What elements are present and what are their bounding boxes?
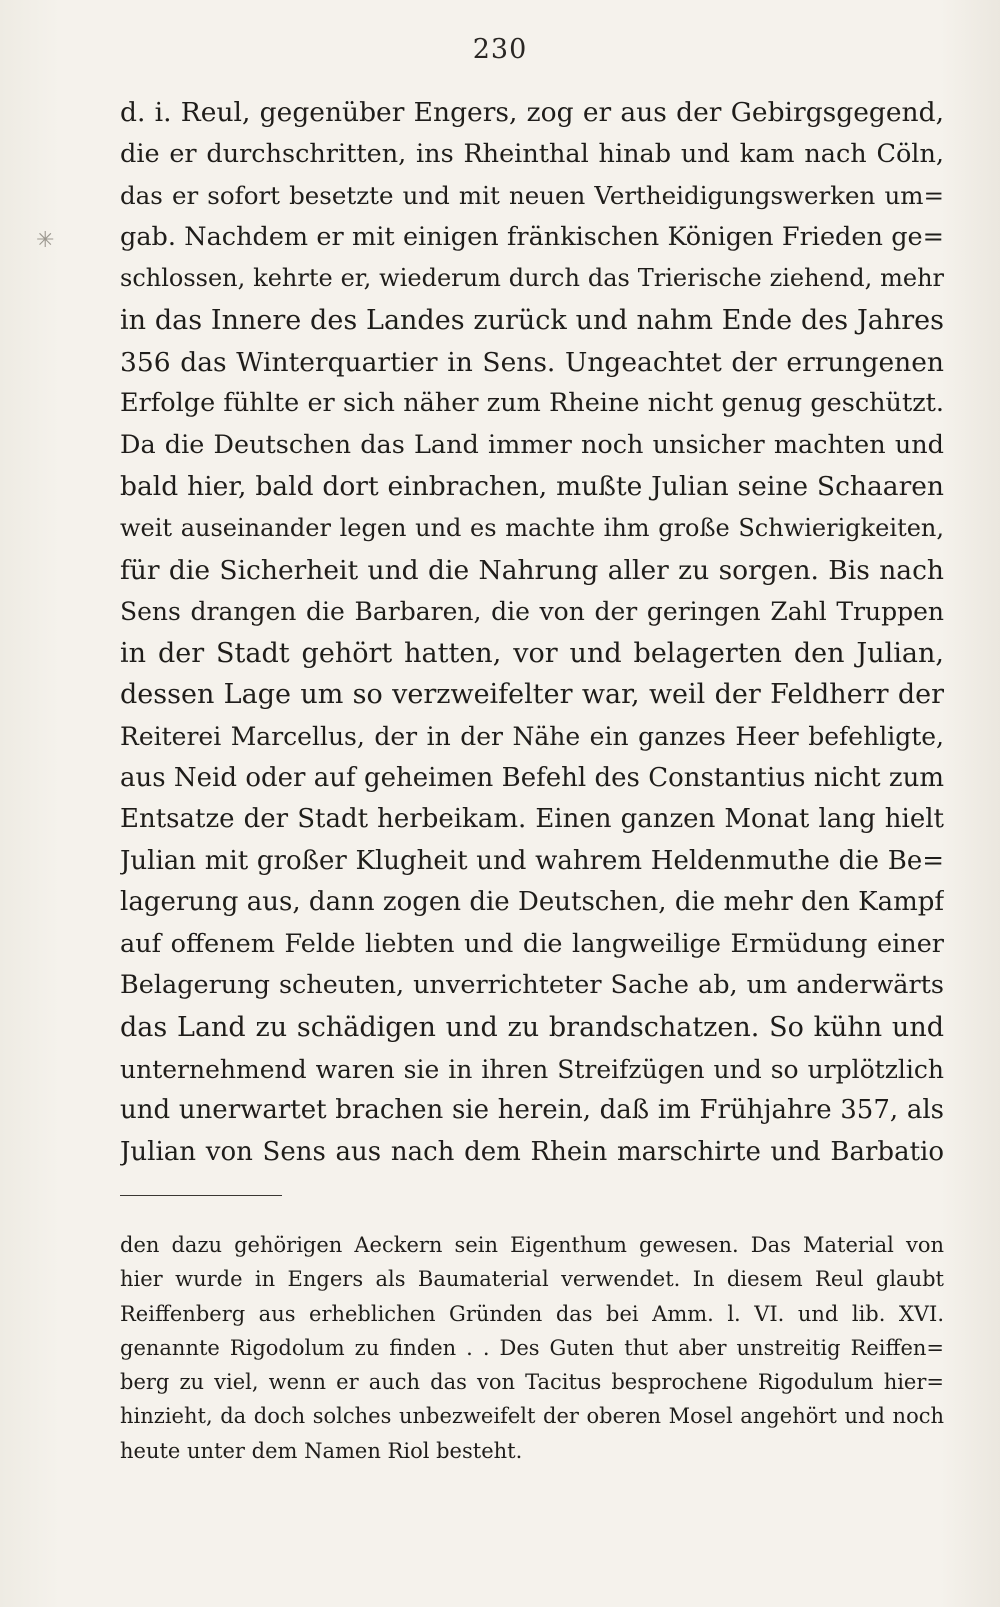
- text-line: dessen Lage um so verzweifelter war, weil der Feldherr der: [120, 679, 944, 711]
- footnote-line: Reiffenberg aus erheblichen Gründen das bei Amm. l. VI. und lib. XVI.: [120, 1301, 944, 1326]
- text-line: für die Sicherheit und die Nahrung aller zu sorgen. Bis nach: [120, 554, 944, 586]
- text-line: in der Stadt gehört hatten, vor und belagerten den Julian,: [120, 637, 944, 669]
- footnote-line: den dazu gehörigen Aeckern sein Eigenthum gewesen. Das Material von: [120, 1233, 944, 1257]
- main-text: [120, 92, 944, 1173]
- text-line: Entsatze der Stadt herbeikam. Einen ganzen Monat lang hielt: [120, 804, 944, 835]
- text-line: Julian von Sens aus nach dem Rhein marschirte und Barbatio: [120, 1136, 944, 1167]
- footnote-line: hinzieht, da doch solches unbezweifelt der oberen Mosel angehört und noch: [120, 1404, 944, 1429]
- footnote-text: [120, 1228, 944, 1468]
- text-line: gab. Nachdem er mit einigen fränkischen Königen Frieden ge=: [120, 221, 944, 252]
- text-line: weit auseinander legen und es machte ihm große Schwierigkeiten,: [120, 513, 944, 542]
- paper-speck-mark: ✳: [36, 228, 55, 253]
- text-line: Sens drangen die Barbaren, die von der geringen Zahl Truppen: [120, 597, 944, 627]
- text-line: und unerwartet brachen sie herein, daß im Frühjahre 357, als: [120, 1095, 944, 1126]
- text-line: aus Neid oder auf geheimen Befehl des Constantius nicht zum: [120, 762, 944, 793]
- footnote-line: genannte Rigodolum zu finden . . Des Guten thut aber unstreitig Reiffen=: [120, 1335, 944, 1360]
- page-number: 230: [472, 34, 528, 65]
- text-line: das Land zu schädigen und zu brandschatzen. So kühn und: [120, 1012, 944, 1044]
- footnote-line: hier wurde in Engers als Baumaterial verwendet. In diesem Reul glaubt: [120, 1267, 944, 1292]
- footnote-line: berg zu viel, wenn er auch das von Tacitus besprochene Rigodulum hier=: [120, 1370, 944, 1395]
- text-line: Da die Deutschen das Land immer noch unsicher machten und: [120, 429, 944, 460]
- text-line: Reiterei Marcellus, der in der Nähe ein ganzes Heer befehligte,: [120, 721, 944, 751]
- text-line: d. i. Reul, gegenüber Engers, zog er aus der Gebirgsgegend,: [120, 97, 944, 128]
- text-line: das er sofort besetzte und mit neuen Vertheidigungswerken um=: [120, 181, 944, 211]
- text-line: auf offenem Felde liebten und die langweilige Ermüdung einer: [120, 928, 944, 959]
- text-line: bald hier, bald dort einbrachen, mußte Julian seine Schaaren: [120, 471, 944, 503]
- text-line: die er durchschritten, ins Rheinthal hinab und kam nach Cöln,: [120, 138, 944, 169]
- text-line: lagerung aus, dann zogen die Deutschen, die mehr den Kampf: [120, 887, 944, 918]
- text-line: schlossen, kehrte er, wiederum durch das Trierische ziehend, mehr: [120, 264, 944, 293]
- text-line: Erfolge fühlte er sich näher zum Rheine nicht genug geschützt.: [120, 388, 944, 419]
- footnote-divider: [120, 1195, 282, 1196]
- text-line: in das Innere des Landes zurück und nahm Ende des Jahres: [120, 304, 944, 336]
- footnote-line: heute unter dem Namen Riol besteht.: [120, 1438, 523, 1463]
- text-line: Julian mit großer Klugheit und wahrem Heldenmuthe die Be=: [120, 845, 944, 876]
- text-line: unternehmend waren sie in ihren Streifzügen und so urplötzlich: [120, 1054, 944, 1084]
- text-line: 356 das Winterquartier in Sens. Ungeachtet der errungenen: [120, 346, 944, 378]
- text-line: Belagerung scheuten, unverrichteter Sache ab, um anderwärts: [120, 970, 944, 1001]
